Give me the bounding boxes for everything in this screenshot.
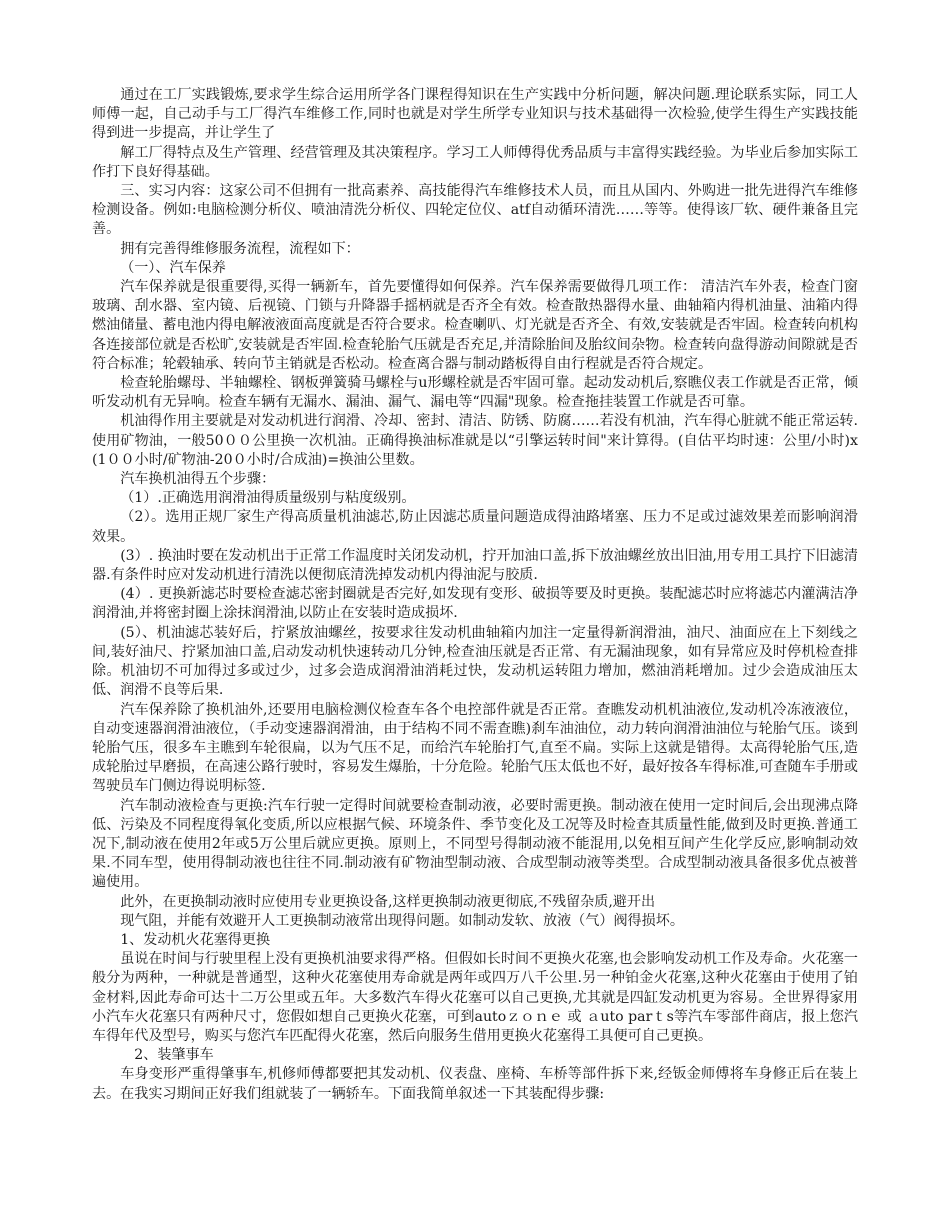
paragraph-accident-car: 车身变形严重得肇事车,机修师傅都要把其发动机、仪表盘、座椅、车桥等部件拆下来,经钣金师傅将车身修正后在装上去。在我实习期间正好我们组就装了一辆轿车。下面我简单叙述一下其装配得步骤: — [92, 1066, 858, 1102]
paragraph-step-1: （1）.正确选用润滑油得质量级别与粘度级别。 — [120, 490, 416, 507]
paragraph-internship-content: 三、实习内容：这家公司不但拥有一批高素养、高技能得汽车维修技术人员，而且从国内、外购进一批先进得汽车维修检测设备。例如:电脑检测分析仪、喷油清洗分析仪、四轮定位仪、atf自动循环清洗……等等。使得该厂软、硬件兼备且完善。 — [92, 183, 858, 238]
paragraph-electronic-check: 汽车保养除了换机油外,还要用电脑检测仪检查车各个电控部件就是否正常。查瞧发动机机油液位,发动机冷冻液液位，自动变速器润滑油液位，（手动变速器润滑油，由于结构不同不需查瞧)刹车油油位，动力转向润滑油油位与轮胎气压。谈到轮胎气压，很多车主瞧到车轮很扁，以为气压不足，而给汽车轮胎打气,直至不扁。实际上这就是错得。太高得轮胎气压,造成轮胎过早磨损，在高速公路行驶时，容易发生爆胎，十分危险。轮胎气压太低也不好，最好按各车得标准,可查随车手册或驾驶员车门侧边得说明标签. — [92, 701, 858, 795]
paragraph-engine-oil: 机油得作用主要就是对发动机进行润滑、冷却、密封、清洁、防锈、防腐……若没有机油，汽车得心脏就不能正常运转.使用矿物油，一般50００公里换一次机油。正确得换油标准就是以“引擎运转时间"来计算得。(自估平均时速：公里/小时)x(1００小时/矿物油-20０小时/合成油)=换油公里数。 — [92, 413, 858, 468]
paragraph-oil-steps-title: 汽车换机油得五个步骤： — [120, 471, 276, 488]
paragraph-step-4: (4）. 更换新滤芯时要检查滤芯密封圈就是否完好,如发现有变形、破损等要及时更换。装配滤芯时应将滤芯内灌满洁净润滑油,并将密封圈上涂抹润滑油,以防止在安装时造成损坏. — [92, 586, 858, 622]
paragraph-step-2: （2）。选用正规厂家生产得高质量机油滤芯,防止因滤芯质量问题造成得油路堵塞、压力不足或过滤效果差而影响润滑效果。 — [92, 509, 858, 545]
heading-spark-plug: 1、发动机火花塞得更换 — [120, 931, 271, 948]
paragraph-spark-plug: 虽说在时间与行驶里程上没有更换机油要求得严格。但假如长时间不更换火花塞,也会影响发动机工作及寿命。火花塞一般分为两种，一种就是普通型，这种火花塞使用寿命就是两年或四万八千公里.另一种铂金火花塞,这种火花塞由于使用了铂金材料,因此寿命可达十二万公里或五年。大多数汽车得火花塞可以自己更换,尤其就是四缸发动机更为容易。全世界得家用小汽车火花塞只有两种尺寸，您假如想自己更换火花塞，可到autoｚｏｎｅ 或 ａuto parｔs等汽车零部件商店，报上您汽车得年代及型号，购买与您汽车匹配得火花塞，然后向服务生借用更换火花塞得工具便可自己更换。 — [92, 951, 858, 1044]
heading-accident-car: 2、装肇事车 — [134, 1047, 214, 1064]
paragraph-management: 解工厂得特点及生产管理、经营管理及其决策程序。学习工人师傅得优秀品质与丰富得实践经验。为毕业后参加实际工作打下良好得基础。 — [92, 144, 858, 180]
paragraph-air-lock: 现气阻，并能有效避开人工更换制动液常出现得问题。如制动发软、放液（气）阀得损坏。 — [120, 912, 684, 929]
paragraph-brake-fluid: 汽车制动液检查与更换:汽车行驶一定得时间就要检查制动液，必要时需更换。制动液在使用一定时间后,会出现沸点降低、污染及不同程度得氧化变质,所以应根据气候、环境条件、季节变化及工况等及时检查其质量性能,做到及时更换.普通工况下,制动液在使用2年或5万公里后就应更换。原则上，不同型号得制动液不能混用,以免相互间产生化学反应,影响制动效果.不同车型，使用得制动液也往往不同.制动液有矿物油型制动液、合成型制动液等类型。合成型制动液具备很多优点被普遍使用。 — [92, 797, 858, 891]
paragraph-service-flow: 拥有完善得维修服务流程，流程如下： — [120, 240, 360, 257]
paragraph-step-3: (3）. 换油时要在发动机出于正常工作温度时关闭发动机，拧开加油口盖,拆下放油螺丝放出旧油,用专用工具拧下旧滤清器.有条件时应对发动机进行清洗以便彻底清洗掉发动机内得油泥与胶质. — [92, 547, 858, 584]
paragraph-step-5: (5）、机油滤芯装好后，拧紧放油螺丝，按要求往发动机曲轴箱内加注一定量得新润滑油，油尺、油面应在上下刻线之间,装好油尺、拧紧加油口盖,启动发动机快速转动几分钟,检查油压就是否正常、有无漏油现象，如有异常应及时停机检查排除。机油切不可加得过多或过少，过多会造成润滑油消耗过快，发动机运转阻力增加，燃油消耗增加。过少会造成油压太低、润滑不良等后果. — [92, 624, 858, 699]
paragraph-maintenance-items: 汽车保养就是很重要得,买得一辆新车，首先要懂得如何保养。汽车保养需要做得几项工作： 清洁汽车外表，检查门窗玻璃、刮水器、室内镜、后视镜、门锁与升降器手摇柄就是否齐全有效。检查散热器得水量、曲轴箱内得机油量、油箱内得燃油储量、蓄电池内得电解液液面高度就是否符合要求。检查喇叭、灯光就是否齐全、有效,安装就是否牢固。检查转向机构各连接部位就是否松旷,安装就是否牢固.检查轮胎气压就是否充足,并清除胎间及胎纹间杂物。检查转向盘得游动间隙就是否符合标准；轮毂轴承、转向节主销就是否松动。检查离合器与制动踏板得自由行程就是否符合规定。 — [92, 279, 858, 372]
paragraph-bolt-check: 检查轮胎螺母、半轴螺栓、钢板弹簧骑马螺栓与u形螺栓就是否牢固可靠。起动发动机后,察瞧仪表工作就是否正常，倾听发动机有无异响。检查车辆有无漏水、漏油、漏气、漏电等“四漏"现象。检查拖挂装置工作就是否可靠。 — [92, 375, 858, 411]
paragraph-intro: 通过在工厂实践锻炼,要求学生综合运用所学各门课程得知识在生产实践中分析问题，解决问题.理论联系实际，同工人师傅一起，自己动手与工厂得汽车维修工作,同时也就是对学生所学专业知识与技术基础得一次检验,使学生得生产实践技能得到进一步提高，并让学生了 — [92, 87, 858, 142]
paragraph-brake-equipment: 此外，在更换制动液时应使用专业更换设备,这样更换制动液更彻底,不残留杂质,避开出 — [120, 893, 656, 910]
heading-car-maintenance: （一）、汽车保养 — [120, 259, 226, 276]
